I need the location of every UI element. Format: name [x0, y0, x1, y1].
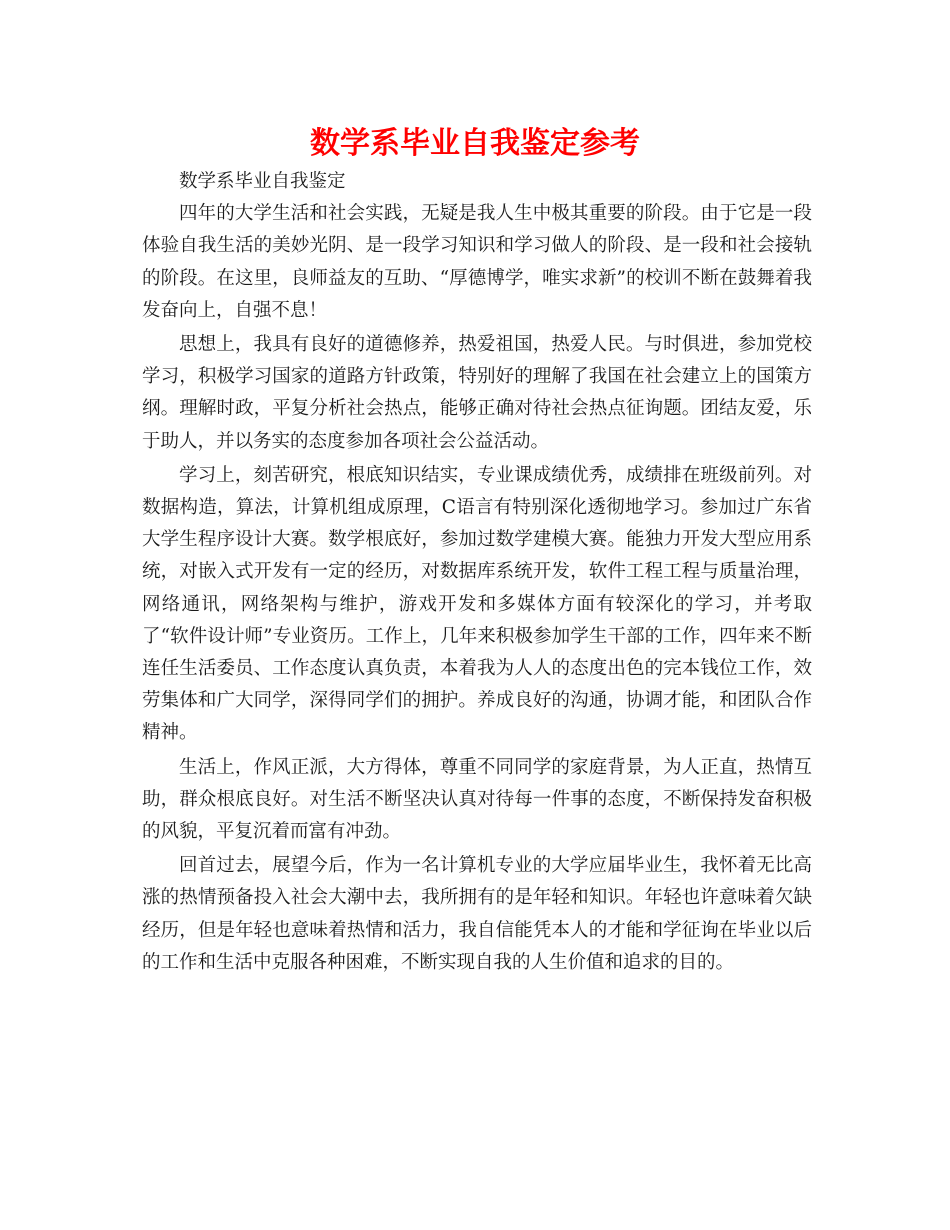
document-subtitle: 数学系毕业自我鉴定	[179, 171, 346, 192]
paragraph-life: 生活上，作风正派，大方得体，尊重不同同学的家庭背景，为人正直，热情互助，群众根底良好。对生活不断坚决认真对待每一件事的态度，不断保持发奋积极的风貌，平复沉着而富有冲劲。	[142, 756, 812, 843]
paragraph-conclusion: 回首过去，展望今后，作为一名计算机专业的大学应届毕业生，我怀着无比高涨的热情预备投入社会大潮中去，我所拥有的是年轻和知识。年轻也许意味着欠缺经历，但是年轻也意味着热情和活力，我自信能凭本人的才能和学征询在毕业以后的工作和生活中克服各种困难，不断实现自我的人生价值和追求的目的。	[142, 855, 812, 973]
document-body	[142, 166, 812, 981]
document-title: 数学系毕业自我鉴定参考	[310, 126, 640, 161]
paragraph-thought: 思想上，我具有良好的道德修养，热爱祖国，热爱人民。与时俱进，参加党校学习，积极学习国家的道路方针政策，特别好的理解了我国在社会建立上的国策方纲。理解时政，平复分析社会热点，能够正确对待社会热点征询题。团结友爱，乐于助人，并以务实的态度参加各项社会公益活动。	[142, 334, 812, 452]
paragraph-study-work: 学习上，刻苦研究，根底知识结实，专业课成绩优秀，成绩排在班级前列。对数据构造，算法，计算机组成原理，C语言有特别深化透彻地学习。参加过广东省大学生程序设计大赛。数学根底好，参加过数学建模大赛。能独力开发大型应用系统，对嵌入式开发有一定的经历，对数据库系统开发，软件工程工程与质量治理，网络通讯，网络架构与维护，游戏开发和多媒体方面有较深化的学习，并考取了“软件设计师”专业资历。工作上，几年来积极参加学生干部的工作，四年来不断连任生活委员、工作态度认真负责，本着我为人人的态度出色的完本钱位工作，效劳集体和广大同学，深得同学们的拥护。养成良好的沟通，协调才能，和团队合作精神。	[142, 464, 812, 744]
paragraph-intro: 四年的大学生活和社会实践，无疑是我人生中极其重要的阶段。由于它是一段体验自我生活的美妙光阴、是一段学习知识和学习做人的阶段、是一段和社会接轨的阶段。在这里，良师益友的互助、“厚德博学，唯实求新”的校训不断在鼓舞着我发奋向上，自强不息！	[142, 203, 812, 321]
